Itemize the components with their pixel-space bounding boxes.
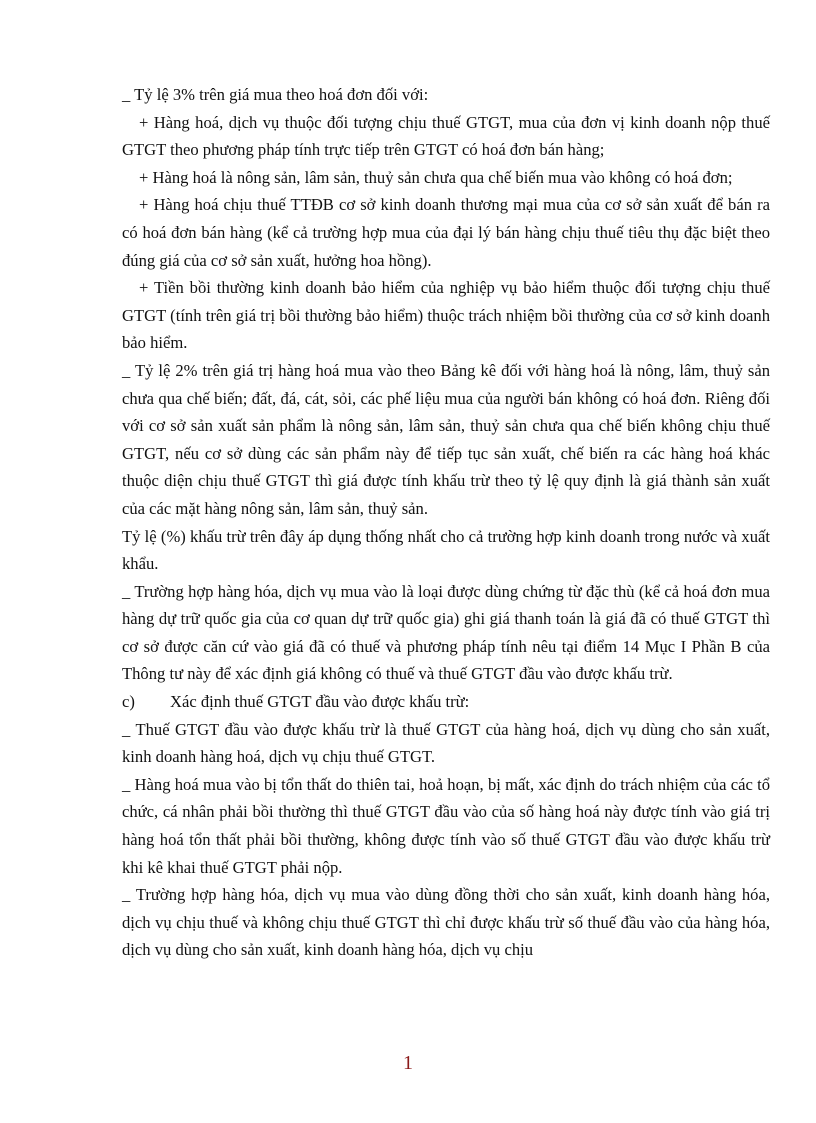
section-c-label: c)	[122, 692, 135, 712]
paragraph-special-documents: _ Trường hợp hàng hóa, dịch vụ mua vào là loại được dùng chứng từ đặc thù (kể cả hoá đơn mua hàng dự trữ quốc gia của cơ quan dự trữ quốc gia) ghi giá thanh toán là giá đã có thuế GTGT thì cơ sở được căn cứ vào giá đã có thuế và phương pháp tính nêu tại điểm 14 Mục I Phần B của Thông tư này để xác định giá không có thuế và thuế GTGT đầu vào được khấu trừ.	[122, 581, 770, 684]
paragraph-lost-goods: _ Hàng hoá mua vào bị tổn thất do thiên tai, hoả hoạn, bị mất, xác định do trách nhiệm của các tổ chức, cá nhân phải bồi thường thì thuế GTGT đầu vào của số hàng hoá này được tính vào giá trị hàng hoá tổn thất phải bồi thường, không được tính vào số thuế GTGT đầu vào được khấu trừ khi kê khai thuế GTGT phải nộp.	[122, 774, 770, 877]
paragraph-item-special-tax: + Hàng hoá chịu thuế TTĐB cơ sở kinh doanh thương mại mua của cơ sở sản xuất để bán ra có hoá đơn bán hàng (kể cả trường hợp mua của đại lý bán hàng chịu thuế tiêu thụ đặc biệt theo đúng giá của cơ sở sản xuất, hưởng hoa hồng).	[122, 195, 770, 270]
section-c-heading	[122, 688, 770, 716]
document-body	[122, 81, 770, 964]
section-c-title: Xác định thuế GTGT đầu vào được khấu trừ:	[170, 692, 470, 712]
paragraph-item-insurance: + Tiền bồi thường kinh doanh bảo hiểm của nghiệp vụ bảo hiểm thuộc đối tượng chịu thuế GTGT (tính trên giá trị bồi thường bảo hiểm) thuộc trách nhiệm bồi thường của cơ sở kinh doanh bảo hiểm.	[122, 278, 770, 353]
paragraph-rate-2-percent: _ Tỷ lệ 2% trên giá trị hàng hoá mua vào theo Bảng kê đối với hàng hoá là nông, lâm, thuỷ sản chưa qua chế biến; đất, đá, cát, sỏi, các phế liệu mua của người bán không có hoá đơn. Riêng đối với cơ sở sản xuất sản phẩm là nông sản, lâm sản, thuỷ sản chưa qua chế biến không chịu thuế GTGT, nếu cơ sở dùng các sản phẩm này để tiếp tục sản xuất, chế biến ra các hàng hoá khác thuộc diện chịu thuế GTGT thì giá được tính khấu trừ theo tỷ lệ quy định là giá thành sản xuất của các mặt hàng nông sản, lâm sản, thuỷ sản.	[122, 360, 770, 518]
paragraph-rate-3-percent: _ Tỷ lệ 3% trên giá mua theo hoá đơn đối với:	[122, 85, 429, 104]
paragraph-rate-application: Tỷ lệ (%) khấu trừ trên đây áp dụng thống nhất cho cả trường hợp kinh doanh trong nước và xuất khẩu.	[122, 526, 770, 574]
paragraph-deductible-input-tax: _ Thuế GTGT đầu vào được khấu trừ là thuế GTGT của hàng hoá, dịch vụ dùng cho sản xuất, kinh doanh hàng hoá, dịch vụ chịu thuế GTGT.	[122, 719, 770, 767]
paragraph-mixed-use: _ Trường hợp hàng hóa, dịch vụ mua vào dùng đồng thời cho sản xuất, kinh doanh hàng hóa, dịch vụ chịu thuế và không chịu thuế GTGT thì chỉ được khấu trừ số thuế đầu vào của hàng hóa, dịch vụ dùng cho sản xuất, kinh doanh hàng hóa, dịch vụ chịu	[122, 885, 770, 960]
paragraph-item-agricultural: + Hàng hoá là nông sản, lâm sản, thuỷ sản chưa qua chế biến mua vào không có hoá đơn;	[139, 167, 733, 187]
paragraph-item-direct-method: + Hàng hoá, dịch vụ thuộc đối tượng chịu thuế GTGT, mua của đơn vị kinh doanh nộp thuế GTGT theo phương pháp tính trực tiếp trên GTGT có hoá đơn bán hàng;	[122, 112, 770, 160]
page-number: 1	[403, 1052, 413, 1074]
